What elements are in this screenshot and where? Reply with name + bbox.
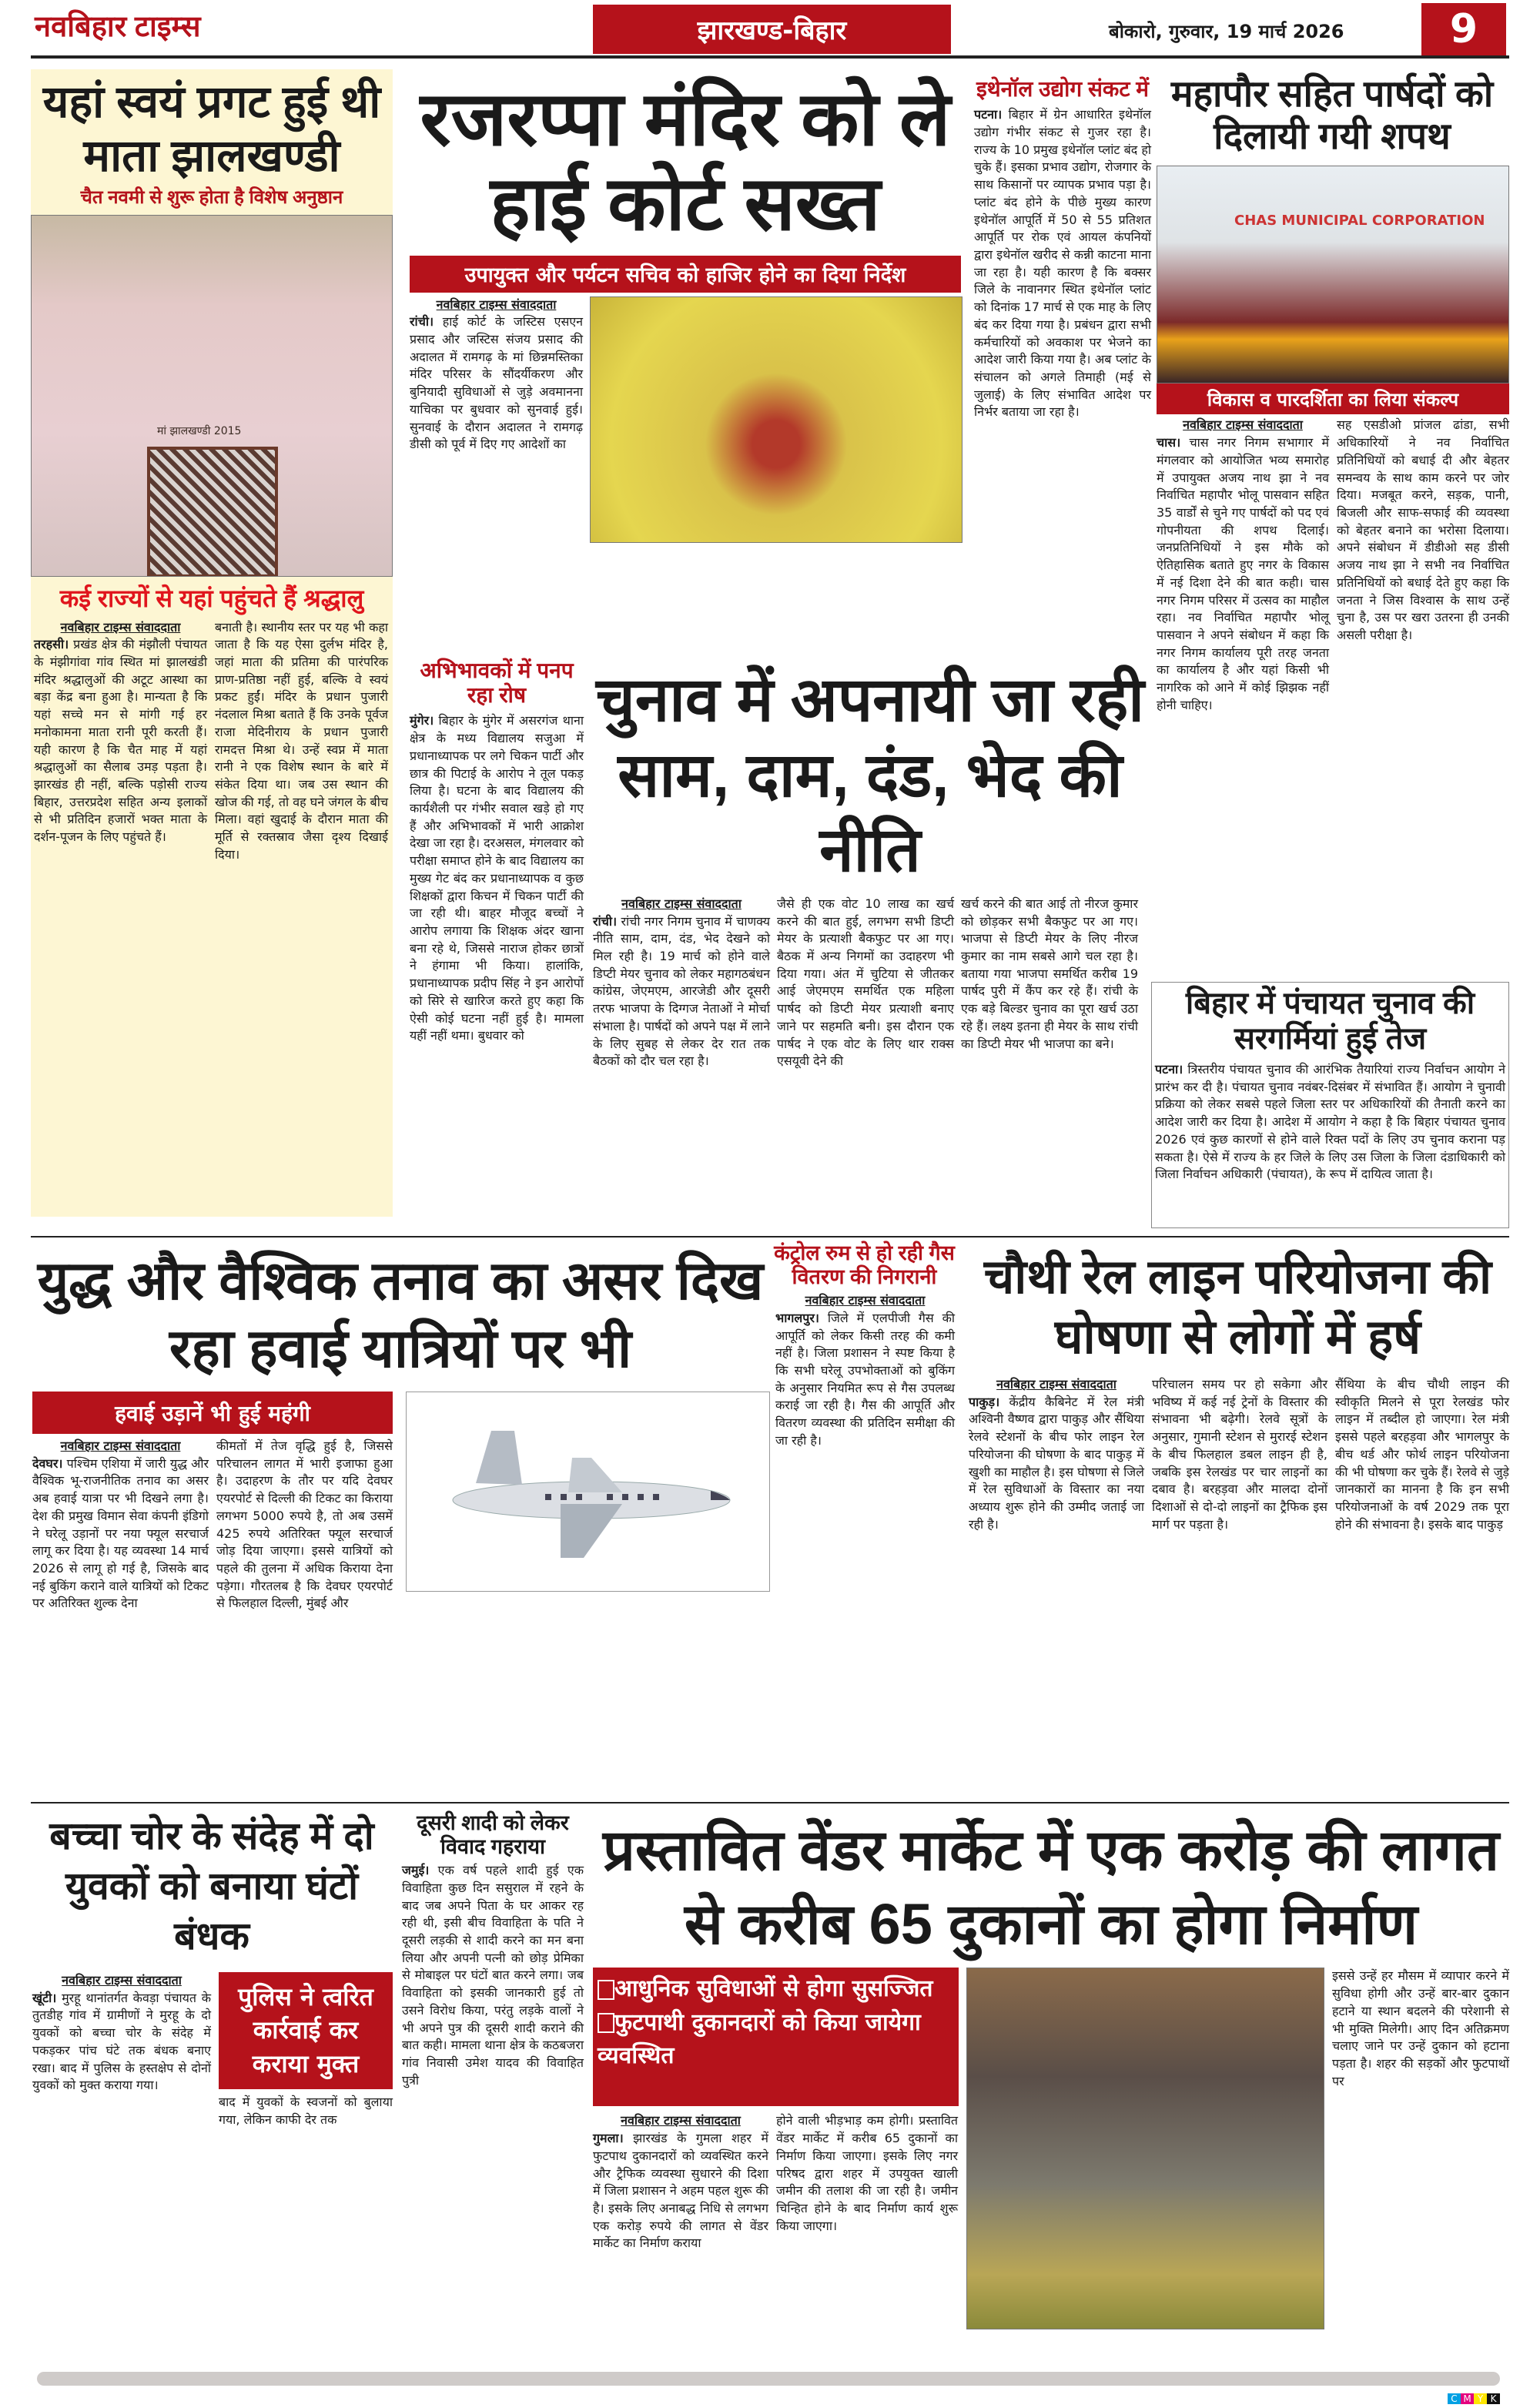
dateline: बोकारो, गुरुवार, 19 मार्च 2026 [1109, 21, 1344, 42]
airplane-icon [407, 1392, 770, 1592]
masthead: नवबिहार टाइम्स [35, 11, 201, 43]
jhalkhandi-columns [31, 619, 393, 864]
goddess-photo [590, 296, 962, 543]
childthief-right [219, 1972, 393, 2128]
photo-sign-text: CHAS MUNICIPAL CORPORATION [1234, 213, 1485, 229]
mayor-headline: महापौर सहित पार्षदों को दिलायी गयी शपथ [1170, 74, 1494, 158]
byline: नवबिहार टाइम्स संवाददाता [996, 1377, 1116, 1392]
gas-headline: कंट्रोल रुम से हो रही गैस वितरण की निगरानी [774, 1241, 955, 1289]
byline: नवबिहार टाइम्स संवाददाता [805, 1293, 926, 1308]
header-rule [31, 55, 1509, 59]
byline: नवबिहार टाइम्स संवाददाता [1183, 417, 1303, 433]
body-text: मुरहू थानांतर्गत केवड़ा पंचायत के तुतडीह गांव में ग्रामीणों ने मुरहू के दो युवकों को बच्चा चोर के संदेह में पकड़कर पांच घंटे तक बंधक बनाए रखा। बाद में पुलिस के हस्तक्षेप से दोनों युवकों को मुक्त कराया गया। [32, 1990, 211, 2093]
mayor-col-1 [1157, 417, 1329, 714]
air-headline: युद्ध और वैश्विक तनाव का असर दिख रहा हवाई यात्रियों पर भी [37, 1251, 764, 1378]
vendor-columns [593, 2112, 959, 2252]
byline: नवबिहार टाइम्स संवाददाता [60, 619, 181, 635]
election-col-1 [593, 896, 770, 1070]
dateline: पटना। [1155, 1062, 1183, 1077]
air-columns [32, 1438, 393, 1613]
point-text: आधुनिक सुविधाओं से होगा सुसज्जित [614, 1975, 933, 2003]
section-label: झारखण्ड-बिहार [593, 5, 951, 54]
election-col-2: जैसे ही एक वोट 10 लाख का खर्च करने की बात हुई, लगभग सभी डिप्टी मेयर के प्रत्याशी बैकफुट पर आ गए। बैठक में अन्य निगमों का उदाहरण भी दिया गया। अंत में चुटिया से जीतकर आई जेएमएम समर्थित एक महिला पार्षद को डिप्टी मेयर प्रत्याशी बनाए जाने पर सहमति बनी। इस दौरान एक पार्षद ने एक वोट के लिए थार राक्स एसयूवी देने की [777, 896, 954, 1069]
childthief-col-2: बाद में युवकों के स्वजनों को बुलाया गया, लेकिन काफी देर तक [219, 2095, 393, 2127]
childthief-content [31, 1972, 393, 2128]
column-1 [34, 619, 207, 846]
body-text: जिले में एलपीजी गैस की आपूर्ति को लेकर किसी तरह की कमी नहीं है। जिला प्रशासन ने स्पष्ट किया है कि सभी घरेलू उपभोक्ताओं को बुकिंग के अनुसार नियमित रूप से गैस उपलब्ध कराई जा रही है। गैस की आपूर्ति और वितरण व्यवस्था की प्रतिदिन समीक्षा की जा रही है। [775, 1310, 955, 1448]
section-divider [31, 1236, 1509, 1237]
body-text: झारखंड के गुमला शहर में फुटपाथ दुकानदारों को व्यवस्थित करने और ट्रैफिक व्यवस्था सुधारने की दिशा में जिला प्रशासन ने अहम पहल शुरू की है। इसके लिए अनाबद्ध निधि से लगभग एक करोड़ रुपये की लागत से वेंडर मार्केट का निर्माण कराया [593, 2131, 768, 2251]
article-childthief [31, 1811, 393, 2128]
registration-bar [37, 2372, 1500, 2386]
section-divider [31, 1802, 1509, 1803]
headline: यहां स्वयं प्रगट हुई थी माता झालखण्डी [42, 77, 381, 181]
dateline: पाकुड़। [969, 1394, 1000, 1409]
body-text: पश्चिम एशिया में जारी युद्ध और वैश्विक भू-राजनीतिक तनाव का असर अब हवाई यात्रा पर भी दिखने लगा है। देश की प्रमुख विमान सेवा कंपनी इंडिगो ने घरेलू उड़ानों पर नया फ्यूल सरचार्ज लागू कर दिया है। यह व्यवस्था 14 मार्च 2026 से लागू हो गई है, जिसके बाद नई बुकिंग कराने वाले यात्रियों को टिकट पर अतिरिक्त शुल्क देना [32, 1455, 209, 1611]
temple-photo [31, 215, 393, 577]
article-rail [966, 1248, 1509, 1533]
election-columns [593, 896, 1147, 1070]
childthief-col-1 [32, 1972, 211, 2095]
column-2: बनाती है। स्थानीय स्तर पर यह भी कहा जाता है कि यह ऐसा दुर्लभ मंदिर है, जहां माता की प्रतिमा की पारंपरिक प्राण-प्रतिष्ठा नहीं हुई, बल्कि वे स्वयं प्रकट हुईं। मंदिर के प्रधान पुजारी नंदलाल मिश्रा बताते हैं कि उनके पूर्वज राजा मेदिनीराय के प्रधान पुजारी रामदत्त मिश्रा थे। उन्हें स्वप्न में माता रानी ने एक विशेष स्थान के बारे में संकेत दिया था। जब उस स्थान की खोज की गई, तो वह घने जंगल के बीच मिला। वहां खुदाई के दौरान माता की मूर्ति से रक्तस्राव जैसा दृश्य दिखाई दिया। [215, 619, 388, 862]
rajrappa-headline: रजरप्पा मंदिर को ले हाई कोर्ट सख्त [420, 76, 951, 246]
parents-headline: अभिभावकों में पनप रहा रोष [420, 658, 574, 708]
article-ethanol [974, 77, 1151, 421]
body-text: प्रखंड क्षेत्र की मंझौली पंचायत के मंझीगांवा गांव स्थित मां झालखंडी मंदिर श्रद्धालुओं की अटूट आस्था का बड़ा केंद्र बना हुआ है। मान्यता है कि यहां सच्चे मन से मांगी गई हर मनोकामना माता रानी पूरी करती हैं। यही कारण है कि चैत माह में यहां श्रद्धालुओं का सैलाब उमड़ पड़ता है। झारखंड ही नहीं, बल्कि पड़ोसी राज्य बिहार, उत्तरप्रदेश सहित अन्य इलाकों से भी प्रतिदिन हजारों भक्त माता के दर्शन-पूजन के लिए पहुंचते हैं। [34, 637, 207, 845]
panchayat-body [1152, 1057, 1508, 1188]
cmyk-c: C [1448, 2393, 1461, 2404]
rail-col-1 [969, 1376, 1144, 1533]
dateline: मुंगेर। [410, 713, 434, 728]
vegetable-market-photo [966, 1968, 1324, 2329]
rajrappa-content [408, 296, 962, 543]
air-col-1 [32, 1438, 209, 1613]
byline: नवबिहार टाइम्स संवाददाता [621, 896, 742, 911]
point-text: फुटपाथी दुकानदारों को किया जायेगा व्यवस्थित [598, 2008, 921, 2070]
dateline: देवघर। [32, 1455, 63, 1471]
marriage-headline: दूसरी शादी को लेकर विवाद गहराया [417, 1811, 569, 1859]
air-left [32, 1392, 393, 1613]
dateline: तरहसी। [34, 637, 69, 652]
checkbox-icon [598, 2013, 614, 2033]
parents-body [408, 712, 585, 1045]
dateline: गुमला। [593, 2131, 624, 2146]
vendor-content [593, 1968, 1509, 2329]
cmyk-m: M [1461, 2393, 1474, 2404]
mayor-columns [1155, 417, 1509, 714]
vendor-box-point [598, 2006, 954, 2073]
article-marriage [400, 1811, 585, 2089]
body-text: हाई कोर्ट के जस्टिस एसएन प्रसाद और जस्टिस संजय प्रसाद की अदालत में रामगढ़ के मां छिन्नमस्तिका मंदिर परिसर के सौंदर्यीकरण और बुनियादी सुविधाओं से जुड़े अवमानना याचिका पर बुधवार को सुनवाई हुई। सुनवाई के दौरान अदालत ने रामगढ़ डीसी को पूर्व में दिए गए आदेशों का [410, 314, 584, 452]
gas-body [774, 1292, 955, 1449]
rail-col-2: परिचालन समय पर हो सकेगा और भविष्य में कई नई ट्रेनों के विस्तार की संभावना भी बढ़ेगी। रेलवे सूत्रों के अनुसार, गुमानी स्टेशन से मुरारई स्टेशन के बीच फिलहाल डबल लाइन ही है, जबकि इस रेलखंड पर चार लाइनों का दबाव है। बरहड़वा और मालदा दोनों दिशाओं से दो-दो लाइनों का ट्रैफिक इस मार्ग पर पड़ता है। [1152, 1377, 1327, 1532]
byline: नवबिहार टाइम्स संवाददाता [60, 1438, 181, 1453]
byline: नवबिहार टाइम्स संवाददाता [62, 1973, 182, 1988]
dateline: पटना। [974, 107, 1003, 122]
vendor-col-1 [593, 2112, 768, 2252]
cmyk-k: K [1487, 2393, 1500, 2404]
vendor-box-point [598, 1972, 954, 2006]
page-number: 9 [1421, 3, 1506, 55]
cmyk-y: Y [1474, 2393, 1487, 2404]
oath-ceremony-photo [1157, 166, 1509, 383]
air-banner: हवाई उड़ानें भी हुई महंगी [32, 1392, 393, 1434]
body-text: बिहार में ग्रेन आधारित इथेनॉल उद्योग गंभीर संकट से गुजर रहा है। राज्य के 10 प्रमुख इथेनॉल प्लांट बंद हो चुके हैं। इसका प्रभाव उद्योग, रोजगार के साथ किसानों पर व्यापक प्रभाव पड़ा है। प्लांट बंद होने के पीछे मुख्य कारण इथेनॉल आपूर्ति में 50 से 55 प्रतिशत आपूर्ति पर रोक एवं आयल कंपनियों द्वारा इथेनॉल खरीद से कन्नी काटना माना जा रहा है। यही कारण है कि बक्सर जिले के नावानगर स्थित इथेनॉल प्लांट को दिनांक 17 मार्च से एक माह के लिए बंद कर दिया गया है। प्रबंधन द्वारा सभी कर्मचारियों को अवकाश पर भेजने का आदेश जारी किया गया है। अब प्लांट के संचालन को अगले तिमाही (मई से जुलाई) के लिए संभावित आदेश पर निर्भर बताया जा रहा है। [974, 107, 1151, 420]
body-text: एक वर्ष पहले शादी हुई एक विवाहिता कुछ दिन ससुराल में रहने के बाद जब अपने पिता के घर आकर रह रही थी, इसी बीच विवाहिता के पति ने दूसरी लड़की से शादी करने का मन बना लिया और अपनी पत्नी को छोड़ प्रेमिका से मोबाइल पर घंटों बात करने लगा। जब विवाहिता को इसकी जानकारी हुई तो उसने विरोध किया, परंतु लड़के वालों ने भी अपने पुत्र की दूसरी शादी कराने की बात कही। मामला थाना क्षेत्र के कठबजरा गांव निवासी उमेश यादव की विवाहित पुत्री [402, 1863, 584, 2088]
body-text: त्रिस्तरीय पंचायत चुनाव की आरंभिक तैयारियां राज्य निर्वाचन आयोग ने प्रारंभ कर दी है। पंचायत चुनाव नवंबर-दिसंबर में संभावित हैं। आयोग ने चुनावी प्रक्रिया को लेकर सबसे पहले जिला स्तर पर अधिकारियों की तैनाती करने का आदेश जारी कर दिया है। आदेश में आयोग ने कहा है कि बिहार पंचायत चुनाव 2026 एवं कुछ कारणों से होने वाले रिक्त पदों के लिए उप चुनाव कराना पड़ सकता है। ऐसे में राज्य के हर जिले के लिए उस जिला के जिला दंडाधिकारी को जिला निर्वाचन अधिकारी (पंचायत), के रूप में दायित्व जाता है। [1155, 1062, 1505, 1182]
article-mayor [1155, 73, 1509, 715]
panchayat-box [1151, 982, 1509, 1228]
dateline: रांची। [410, 314, 434, 330]
byline: नवबिहार टाइम्स संवाददाता [621, 2113, 741, 2128]
election-headline: चुनाव में अपनायी जा रही साम, दाम, दंड, भेद की नीति [596, 665, 1144, 885]
dateline: रांची। [593, 913, 618, 929]
article-gas [774, 1241, 955, 1450]
rail-columns [966, 1376, 1509, 1533]
article-vendor [593, 1814, 1509, 2329]
mayor-col-2: सह एसडीओ प्रांजल ढांडा, सभी अधिकारियों ने नव निर्वाचित प्रतिनिधियों को बधाई दी और बेहतर समन्वय के साथ काम करने पर जोर दिया। मजबूत करने, सड़क, पानी, बिजली और साफ-सफाई की व्यवस्था को बेहतर बनाने का भरोसा दिलाया। अपने संबोधन में डीडीओ सह डीसी अजय नाथ झा ने सभी नव निर्वाचित प्रतिनिधियों को बधाई देते हुए कहा कि जनता ने जिस विश्वास के साथ उन्हें चुना है, उस पर खरा उतरना ही उनकी असली परीक्षा है। [1337, 417, 1509, 642]
body-text: बिहार के मुंगेर में असरगंज थाना क्षेत्र के मध्य विद्यालय सजुआ में प्रधानाध्यापक पर लगे चिकन पार्टी और छात्र की पिटाई के आरोप ने तूल पकड़ लिया है। घटना के बाद विद्यालय की कार्यशैली पर गंभीर सवाल खड़े हो गए हैं और अभिभावकों में भारी आक्रोश देखा जा रहा है। दरअसल, मंगलवार को परीक्षा समाप्त होने के बाद विद्यालय का मुख्य गेट बंद कर प्रधानाध्यापक व कुछ शिक्षकों द्वारा किचन में चिकन पार्टी की जा रही थी। बाहर मौजूद बच्चों ने आरोप लगाया कि शिक्षक अंदर खाना बना रहे थे, जिससे नाराज होकर छात्रों ने हंगामा भी किया। हालांकि, प्रधानाध्यापक प्रदीप सिंह ने इन आरोपों को सिरे से खारिज करते हुए कहा कि ऐसी कोई घटना नहीं हुई है। मामला यहीं नहीं थमा। बुधवार को [410, 713, 584, 1043]
photo-gate-text: मां झालखण्डी 2015 [155, 424, 243, 438]
article-parents [408, 658, 585, 1045]
dateline: जमुई। [402, 1863, 430, 1878]
rail-col-3: सैंथिया के बीच चौथी लाइन की स्वीकृति मिलने से पूरा रेलखंड फोर लाइन में तब्दील हो जाएगा। रेल मंत्री इससे पहले बरहड़वा और भागलपुर के बीच थर्ड और फोर्थ लाइन परियोजना की भी घोषणा कर चुके हैं। रेलवे से जुड़े जानकारों का मानना है कि इन सभी परियोजनाओं के वर्ष 2029 तक पूरा होने की संभावना है। इसके बाद पाकुड़ [1335, 1377, 1509, 1532]
temple-gate [147, 447, 278, 577]
vendor-col-3: इससे उन्हें हर मौसम में व्यापार करने में सुविधा होगी और उन्हें बार-बार दुकान हटाने या स्थान बदलने की परेशानी से भी मुक्ति मिलेगी। आए दिन अतिक्रमण चलाए जाने पर उन्हें दुकान को हटाना पड़ता है। शहर की सड़कों और फुटपाथों पर [1332, 1968, 1509, 2088]
rajrappa-body [410, 296, 583, 454]
vendor-box [593, 1968, 959, 2106]
rail-headline: चौथी रेल लाइन परियोजना की घोषणा से लोगों में हर्ष [983, 1251, 1492, 1364]
article-election [593, 662, 1147, 1070]
article-air [31, 1248, 770, 1613]
marriage-body [400, 1862, 585, 2089]
subhead: कई राज्यों से यहां पहुंचते हैं श्रद्धालु [59, 584, 364, 612]
body-text: चास नगर निगम सभागार में मंगलवार को आयोजित भव्य समारोह में उपायुक्त अजय नाथ झा ने नव निर्वाचित महापौर भोलू पासवान सहित 35 वार्डों से चुने गए पार्षदों को पद एवं गोपनीयता की शपथ दिलाई। जनप्रतिनिधियों ने इस मौके को ऐतिहासिक बताते हुए नगर के विकास में नई दिशा देने की बात कही। चास नगर निगम परिसर में उत्सव का माहौल रहा। नव निर्वाचित महापौर भोलू पासवान ने अपने संबोधन में कहा कि नगर निगम कार्यालय पूरी तरह जनता का कार्यालय है और यहां किसी भी नागरिक को आने में कोई झिझक नहीं होनी चाहिए। [1157, 435, 1330, 712]
dateline: चास। [1157, 435, 1181, 450]
election-col-3: खर्च करने की बात आई तो नीरज कुमार को छोड़कर सभी बैकफुट पर आ गए। भाजपा से डिप्टी मेयर के लिए नीरज कुमार का नाम सबसे आगे चल रहा है। बताया गया भाजपा समर्थित करीब 19 पार्षद पुरी में कैंप कर रहे हैं। रांची के एक बड़े बिल्डर चुनाव का पूरा खर्च उठा रहे हैं। लक्ष्य इतना ही मेयर के साथ रांची का डिप्टी मेयर भी भाजपा का बने। [961, 896, 1138, 1051]
body-text: रांची नगर निगम चुनाव में चाणक्य नीति साम, दाम, दंड, भेद देखने को मिल रही है। 19 मार्च को होने वाले डिप्टी मेयर चुनाव को लेकर महागठबंधन कांग्रेस, जेएमएम, आरजेडी और दूसरी तरफ भाजपा के दिग्गज नेताओं ने मोर्चा संभाला है। पार्षदों को अपने पक्ष में लाने के लिए सुबह से लेकर देर रात तक बैठकों को दौर चल रहा है। [593, 913, 770, 1069]
vendor-col-2: होने वाली भीड़भाड़ कम होगी। प्रस्तावित वेंडर मार्केट में करीब 65 दुकानों का निर्माण किया जाएगा। इसके लिए नगर परिषद द्वारा शहर में उपयुक्त खाली जमीन की तलाश की जा रही है। जमीन चिन्हित होने के बाद निर्माण कार्य शुरू किया जाएगा। [776, 2113, 958, 2233]
dateline: खूंटी। [32, 1990, 57, 2005]
vendor-left [593, 1968, 959, 2252]
dateline: भागलपुर। [775, 1310, 819, 1325]
panchayat-headline: बिहार में पंचायत चुनाव की सरगर्मियां हुई तेज [1185, 986, 1475, 1056]
article-jhalkhandi [31, 69, 393, 1217]
mayor-banner: विकास व पारदर्शिता का लिया संकल्प [1157, 383, 1509, 414]
ethanol-headline: इथेनॉल उद्योग संकट में [976, 77, 1150, 101]
checkbox-icon [598, 1980, 614, 2000]
byline: नवबिहार टाइम्स संवाददाता [436, 296, 557, 312]
childthief-headline: बच्चा चोर के संदेह में दो युवकों को बनाया घंटों बंधक [49, 1814, 374, 1958]
cmyk-strip [1448, 2393, 1500, 2404]
vendor-headline: प्रस्तावित वेंडर मार्केट में एक करोड़ की लागत से करीब 65 दुकानों का होगा निर्माण [602, 1818, 1500, 1957]
ethanol-body [974, 106, 1151, 421]
air-col-2: कीमतों में तेज वृद्धि हुई है, जिससे परिचालन लागत में भारी इजाफा हुआ है। उदाहरण के तौर पर यदि देवघर एयरपोर्ट से दिल्ली की टिकट का किराया लगभग 5000 रुपये है, तो अब उसमें 425 रुपये अतिरिक्त फ्यूल सरचार्ज जोड़ दिया जाएगा। इससे यात्रियों को पहले की तुलना में अधिक किराया देना पड़ेगा। गौरतलब है कि देवघर एयरपोर्ट से फिलहाल दिल्ली, मुंबई और [216, 1438, 393, 1611]
body-text: केंद्रीय कैबिनेट में रेल मंत्री अश्विनी वैष्णव द्वारा पाकुड़ और सैंथिया रेलवे स्टेशनों के बीच फोर लाइन रेल परियोजना की घोषणा के बाद पाकुड़ में खुशी का माहौल है। इस घोषणा से जिले में रेल सुविधाओं के विस्तार का नया अध्याय शुरू होने की उम्मीद जताई जा रही है। [969, 1394, 1144, 1532]
article-rajrappa [408, 77, 962, 543]
airplane-image [406, 1392, 770, 1592]
rajrappa-banner: उपायुक्त और पर्यटन सचिव को हाजिर होने का दिया निर्देश [410, 256, 961, 293]
kicker: चैत नवमी से शुरू होता है विशेष अनुष्ठान [80, 187, 343, 209]
childthief-box: पुलिस ने त्वरित कार्रवाई कर कराया मुक्त [219, 1972, 393, 2089]
air-content [31, 1392, 770, 1613]
